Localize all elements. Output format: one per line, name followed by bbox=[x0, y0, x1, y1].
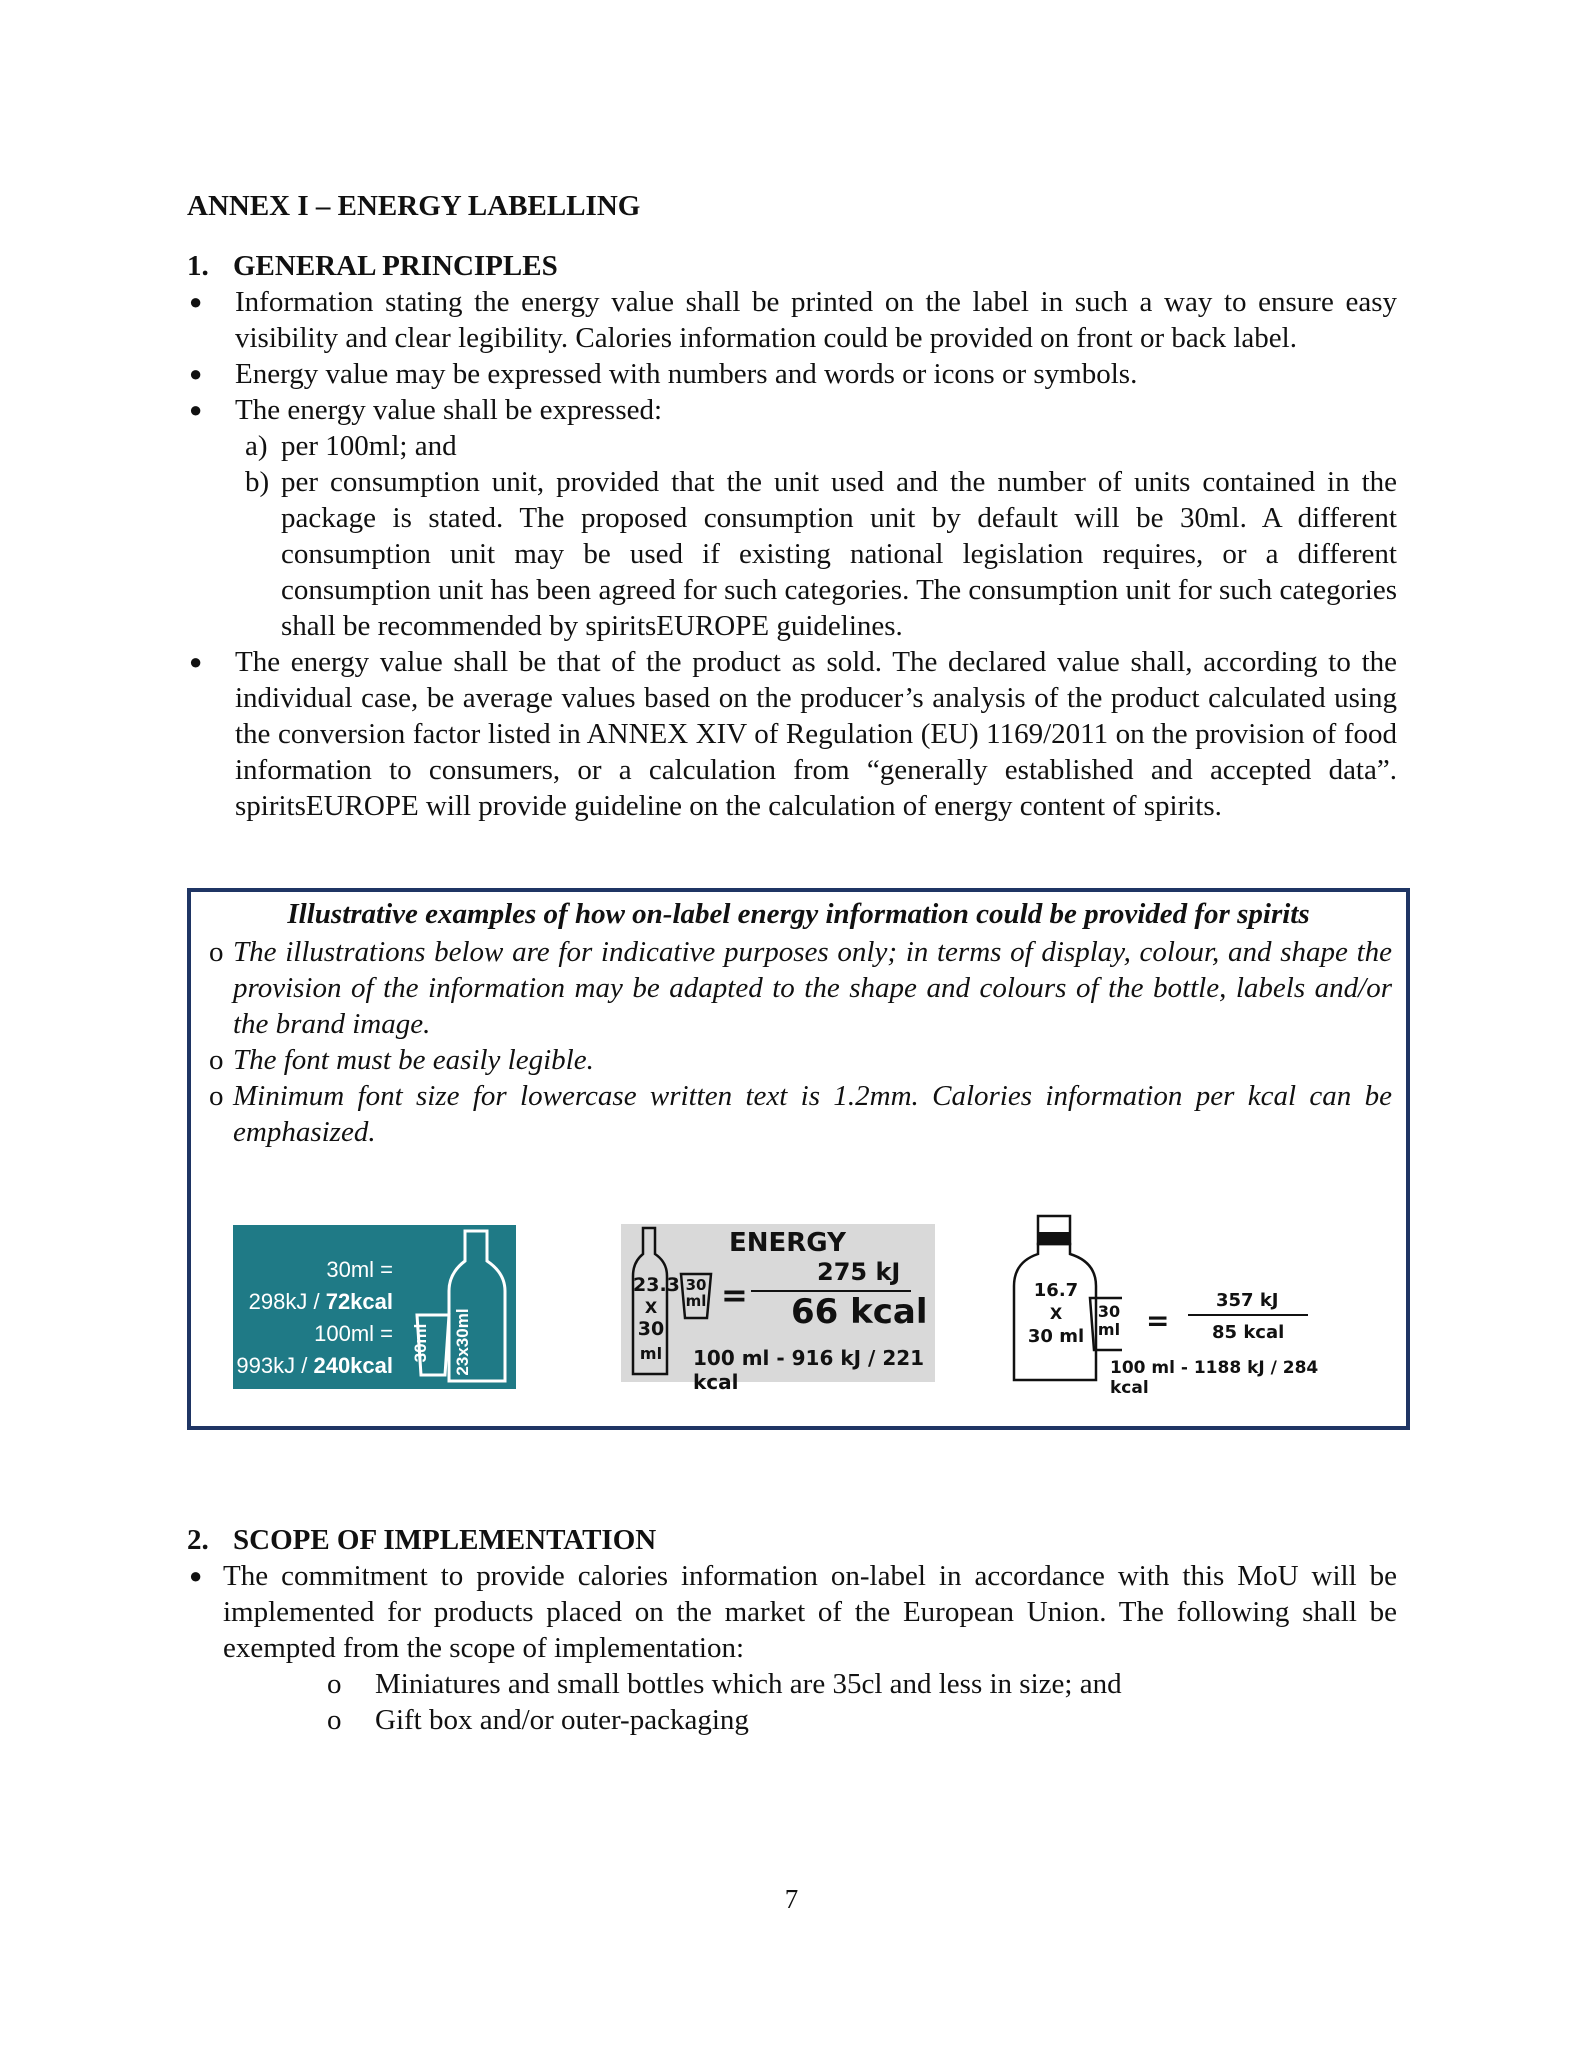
bullet-dot-icon: ● bbox=[189, 289, 203, 314]
ex3-bottle-x: X bbox=[1049, 1304, 1063, 1323]
ex3-equals: = bbox=[1146, 1304, 1170, 1337]
circle-bullet-icon: o bbox=[327, 1668, 342, 1700]
section-2 bbox=[187, 1522, 1397, 1738]
bullet-item bbox=[187, 1558, 1397, 1666]
ex1-kj-100: 993kJ / bbox=[236, 1353, 314, 1378]
bullet-item bbox=[187, 284, 1397, 356]
circle-bullet-icon: o bbox=[209, 1044, 224, 1076]
sub-item-label: b) bbox=[245, 466, 270, 498]
bullet-dot-icon: ● bbox=[189, 649, 203, 674]
bullet-item bbox=[187, 392, 1397, 428]
ex1-line2 bbox=[233, 1289, 393, 1315]
ex1-line4 bbox=[233, 1353, 393, 1379]
section-1 bbox=[187, 188, 1397, 824]
ex3-glass-top: 30 bbox=[1097, 1302, 1121, 1321]
ex1-kcal-100: 240kcal bbox=[313, 1353, 393, 1378]
box-list-item-text: The illustrations below are for indicative purposes only; in terms of display, colour, and shape the provision of the information may be adapted to the shape and colours of the bottle, labels and/or the brand image. bbox=[233, 936, 1392, 1040]
ex2-glass-bot: ml bbox=[685, 1292, 707, 1310]
ex2-bottle-mid: 30 bbox=[637, 1318, 665, 1340]
ex3-per100: 100 ml - 1188 kJ / 284 kcal bbox=[1110, 1358, 1319, 1398]
sub-item-text: per consumption unit, provided that the unit used and the number of units contained in the package is stated. The proposed consumption unit by default will be 30ml. A different consumption unit may be used if existing national legislation requires, or a different consumption unit has been agreed for such categories. The consumption unit for such categories shall be recommended by spiritsEUROPE guidelines. bbox=[281, 466, 1397, 642]
example-label-teal bbox=[233, 1225, 516, 1389]
ex1-line3: 100ml = bbox=[314, 1321, 393, 1346]
bullet-dot-icon: ● bbox=[189, 397, 203, 422]
bullet-text: The commitment to provide calories information on-label in accordance with this MoU will be implemented for products placed on the market of the European Union. The following shall be exempted from the scope of implementation: bbox=[223, 1560, 1397, 1664]
ex2-glass-top: 30 bbox=[685, 1276, 707, 1294]
ex2-equals: = bbox=[721, 1276, 748, 1314]
bullet-item bbox=[187, 356, 1397, 392]
box-list-item-text: Minimum font size for lowercase written text is 1.2mm. Calories information per kcal can be emphasized. bbox=[233, 1080, 1392, 1148]
ex1-kj-30: 298kJ / bbox=[248, 1289, 326, 1314]
box-list bbox=[209, 934, 1392, 1150]
ex2-bottle-bot: ml bbox=[639, 1344, 663, 1363]
bullet-dot-icon: ● bbox=[189, 361, 203, 386]
ex3-bottle-bot: 30 ml bbox=[1027, 1326, 1085, 1347]
sub-item-text: Miniatures and small bottles which are 35cl and less in size; and bbox=[375, 1668, 1122, 1700]
sub-item bbox=[187, 464, 1397, 644]
ex3-glass-bot: ml bbox=[1097, 1320, 1121, 1339]
example-label-outline bbox=[1012, 1214, 1342, 1398]
box-list-item-text: The font must be easily legible. bbox=[233, 1044, 594, 1076]
sub-item-label: a) bbox=[245, 430, 268, 462]
box-list-item bbox=[209, 1078, 1392, 1150]
ex2-kcal: 66 kcal bbox=[791, 1292, 928, 1332]
ex1-line1: 30ml = bbox=[326, 1257, 393, 1282]
ex2-kj: 275 kJ bbox=[817, 1258, 901, 1286]
circle-bullet-icon: o bbox=[327, 1704, 342, 1736]
bullet-text: Information stating the energy value shall be printed on the label in such a way to ensure easy visibility and clear legibility. Calories information could be provided on front or back label. bbox=[235, 286, 1397, 354]
section-2-title: SCOPE OF IMPLEMENTATION bbox=[233, 1524, 657, 1556]
section-1-title: GENERAL PRINCIPLES bbox=[233, 250, 558, 282]
section-2-heading bbox=[187, 1522, 1397, 1558]
sub-item bbox=[187, 1666, 1397, 1702]
box-list-item bbox=[209, 934, 1392, 1042]
section-2-number: 2. bbox=[187, 1524, 209, 1556]
bullet-text: The energy value shall be expressed: bbox=[235, 394, 663, 426]
bullet-item bbox=[187, 644, 1397, 824]
ex3-bottle-top: 16.7 bbox=[1033, 1280, 1079, 1301]
page-number: 7 bbox=[784, 1884, 799, 1914]
bullet-text: Energy value may be expressed with numbers and words or icons or symbols. bbox=[235, 358, 1138, 390]
ex2-bottle-x: X bbox=[644, 1298, 658, 1317]
sub-item-text: Gift box and/or outer-packaging bbox=[375, 1704, 749, 1736]
box-list-item bbox=[209, 1042, 1392, 1078]
bullet-text: The energy value shall be that of the product as sold. The declared value shall, according to the individual case, be average values based on the producer’s analysis of the product calculated using the conversion factor listed in ANNEX XIV of Regulation (EU) 1169/2011 on the provision of food information to consumers, or a calculation from “generally established and accepted data”. spiritsEUROPE will provide guideline on the calculation of energy content of spirits. bbox=[235, 646, 1397, 822]
ex2-bottle-top: 23.3 bbox=[633, 1274, 680, 1296]
section-1-number: 1. bbox=[187, 250, 209, 282]
annex-title: ANNEX I – ENERGY LABELLING bbox=[187, 190, 641, 222]
ex3-fraction-line bbox=[1188, 1314, 1308, 1316]
ex3-kj: 357 kJ bbox=[1216, 1290, 1279, 1311]
sub-item-text: per 100ml; and bbox=[281, 430, 457, 462]
section-1-heading bbox=[187, 248, 1397, 284]
ex2-heading: ENERGY bbox=[729, 1228, 846, 1258]
ex2-per100: 100 ml - 916 kJ / 221 kcal bbox=[693, 1346, 925, 1394]
example-label-grey bbox=[621, 1224, 935, 1394]
ex1-kcal-30: 72kcal bbox=[325, 1289, 393, 1314]
ex1-bottle-label: 23x30ml bbox=[453, 1308, 472, 1376]
sub-item bbox=[187, 428, 1397, 464]
bullet-dot-icon: ● bbox=[189, 1563, 203, 1588]
ex3-kcal: 85 kcal bbox=[1212, 1322, 1285, 1343]
circle-bullet-icon: o bbox=[209, 1080, 224, 1112]
box-title: Illustrative examples of how on-label energy information could be provided for spirits bbox=[287, 898, 1310, 930]
circle-bullet-icon: o bbox=[209, 936, 224, 968]
sub-item bbox=[187, 1702, 1397, 1738]
ex1-glass-label: 30ml bbox=[411, 1323, 430, 1363]
